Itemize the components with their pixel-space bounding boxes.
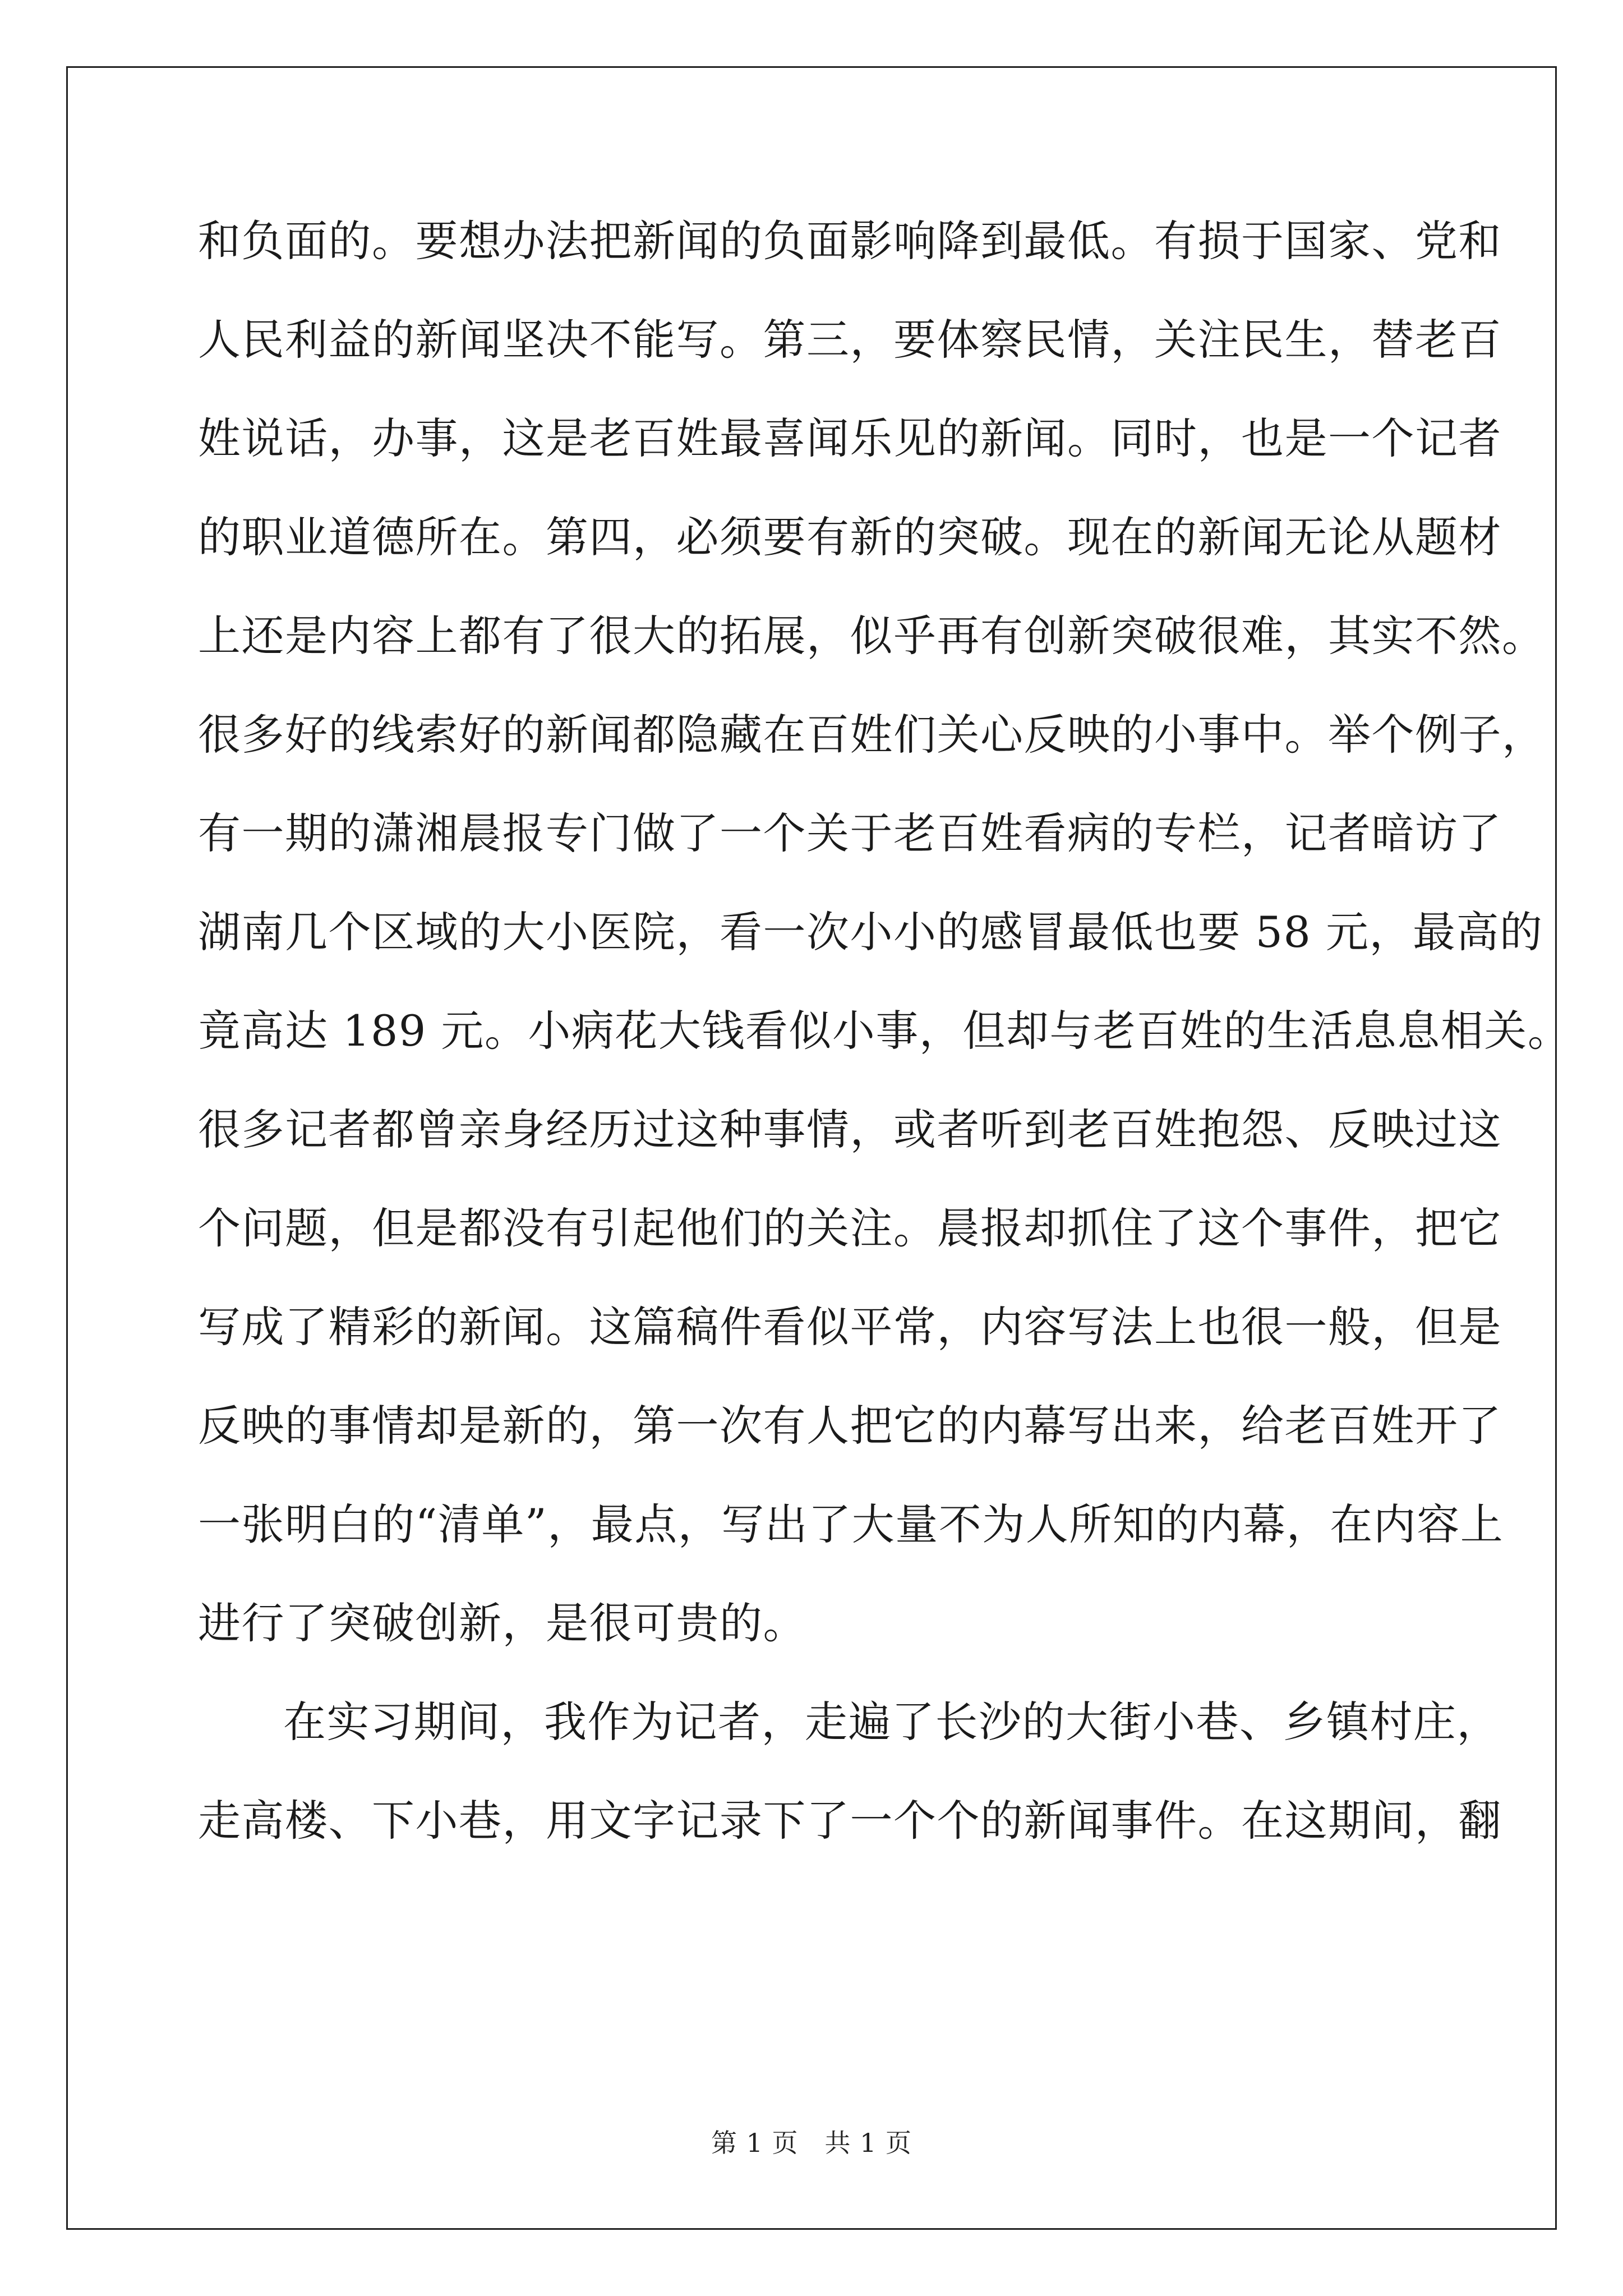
text-line: 很多记者都曾亲身经历过这种事情，或者听到老百姓抱怨、反映过这 [198, 1105, 1502, 1154]
text-line: 人民利益的新闻坚决不能写。第三，要体察民情，关注民生，替老百 [198, 315, 1502, 365]
text-line: 个问题，但是都没有引起他们的关注。晨报却抓住了这个事件，把它 [198, 1203, 1502, 1253]
text-line: 一张明白的“清单”，最点，写出了大量不为人所知的内幕，在内容上 [198, 1499, 1504, 1549]
text-line: 竟高达 189 元。小病花大钱看似小事，但却与老百姓的生活息息相关。 [198, 1006, 1571, 1056]
text-line: 的职业道德所在。第四，必须要有新的突破。现在的新闻无论从题材 [198, 512, 1502, 562]
text-line: 湖南几个区域的大小医院，看一次小小的感冒最低也要 58 元，最高的 [198, 907, 1543, 957]
paragraph-start-line: 在实习期间，我作为记者，走遍了长沙的大街小巷、乡镇村庄， [283, 1697, 1500, 1747]
text-line: 有一期的潇湘晨报专门做了一个关于老百姓看病的专栏，记者暗访了 [198, 808, 1502, 858]
text-line: 写成了精彩的新闻。这篇稿件看似平常，内容写法上也很一般，但是 [198, 1302, 1502, 1352]
page-number-footer: 第 1 页 共 1 页 [711, 2128, 912, 2158]
text-line: 很多好的线索好的新闻都隐藏在百姓们关心反映的小事中。举个例子， [198, 710, 1546, 760]
text-line: 进行了突破创新，是很可贵的。 [198, 1598, 806, 1648]
text-line: 姓说话，办事，这是老百姓最喜闻乐见的新闻。同时，也是一个记者 [198, 413, 1502, 463]
text-line: 上还是内容上都有了很大的拓展，似乎再有创新突破很难，其实不然。 [198, 611, 1546, 661]
text-line: 反映的事情却是新的，第一次有人把它的内幕写出来，给老百姓开了 [198, 1401, 1502, 1451]
text-line: 和负面的。要想办法把新闻的负面影响降到最低。有损于国家、党和 [198, 216, 1502, 266]
body-text [198, 213, 1571, 1892]
text-line: 走高楼、下小巷，用文字记录下了一个个的新闻事件。在这期间，翻 [198, 1796, 1502, 1846]
